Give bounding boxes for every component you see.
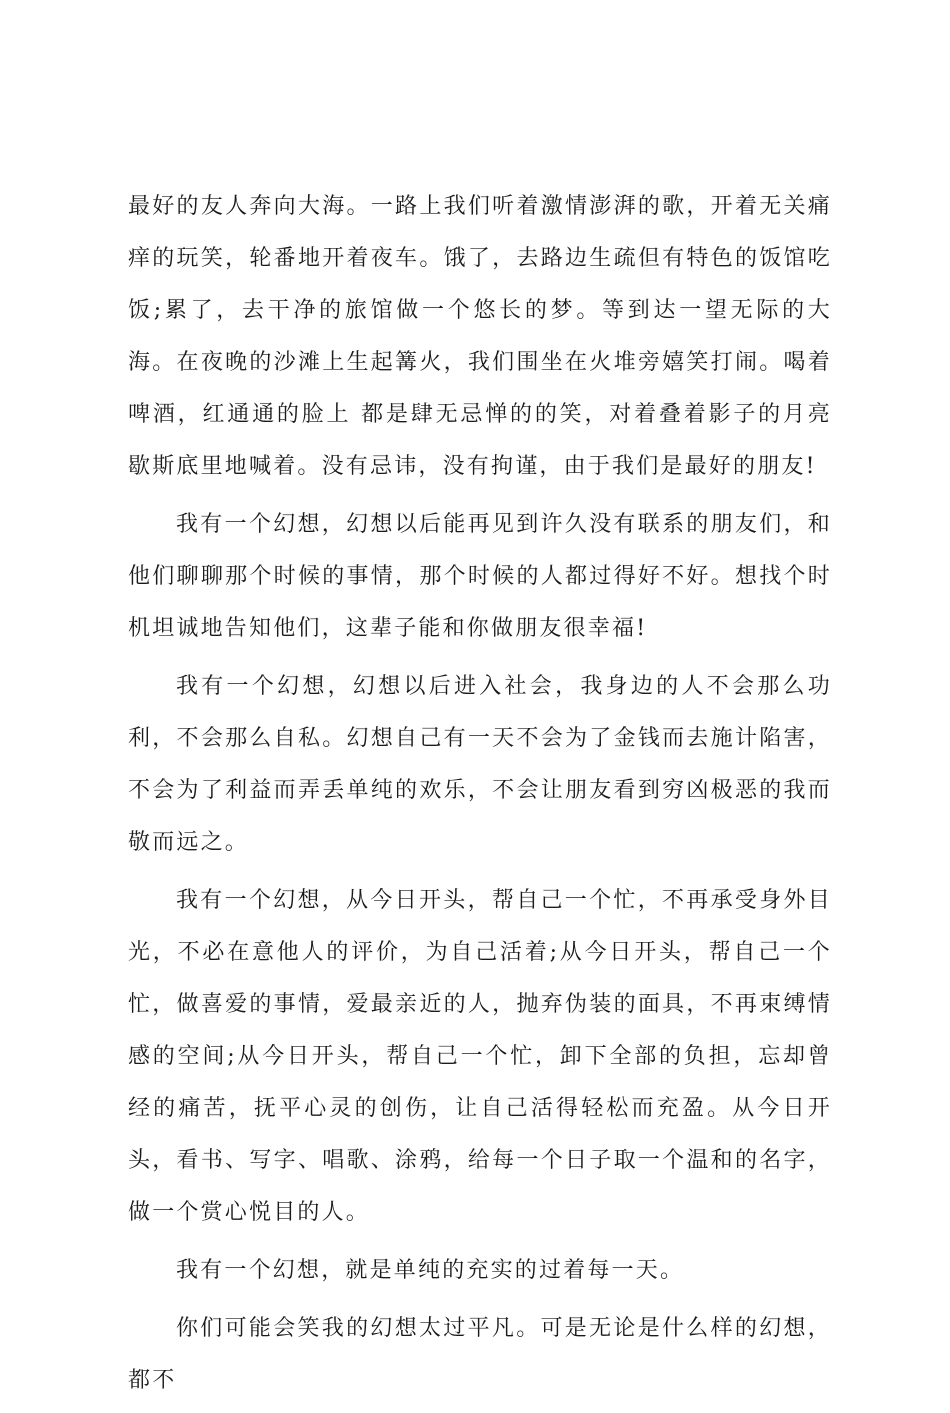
paragraph-2: 我有一个幻想，幻想以后能再见到许久没有联系的朋友们，和他们聊聊那个时候的事情，那个时候的人都过得好不好。想找个时机坦诚地告知他们，这辈子能和你做朋友很幸福! (128, 512, 832, 641)
paragraph-4: 我有一个幻想，从今日开头，帮自己一个忙，不再承受身外目光，不必在意他人的评价，为自己活着;从今日开头，帮自己一个忙，做喜爱的事情，爱最亲近的人，抛弃伪装的面具，不再束缚情感的空间;从今日开头，帮自己一个忙，卸下全部的负担，忘却曾经的痛苦，抚平心灵的创伤，让自己活得轻松而充盈。从今日开头，看书、写字、唱歌、涂鸦，给每一个日子取一个温和的名字，做一个赏心悦目的人。 (128, 888, 832, 1225)
paragraph-5: 我有一个幻想，就是单纯的充实的过着每一天。 (176, 1258, 685, 1283)
paragraph-1: 最好的友人奔向大海。一路上我们听着激情澎湃的歌，开着无关痛痒的玩笑，轮番地开着夜车。饿了，去路边生疏但有特色的饭馆吃饭;累了，去干净的旅馆做一个悠长的梦。等到达一望无际的大海。在夜晚的沙滩上生起篝火，我们围坐在火堆旁嬉笑打闹。喝着啤酒，红通通的脸上 都是肆无忌惮的的笑，对着叠着影子的月亮歇斯底里地喊着。没有忌讳，没有拘谨，由于我们是最好的朋友! (128, 194, 832, 479)
document-body (128, 181, 832, 1413)
paragraph-6: 你们可能会笑我的幻想太过平凡。可是无论是什么样的幻想，都不 (128, 1316, 832, 1393)
paragraph-3: 我有一个幻想，幻想以后进入社会，我身边的人不会那么功利，不会那么自私。幻想自己有一天不会为了金钱而去施计陷害，不会为了利益而弄丢单纯的欢乐，不会让朋友看到穷凶极恶的我而敬而远之。 (128, 674, 832, 855)
